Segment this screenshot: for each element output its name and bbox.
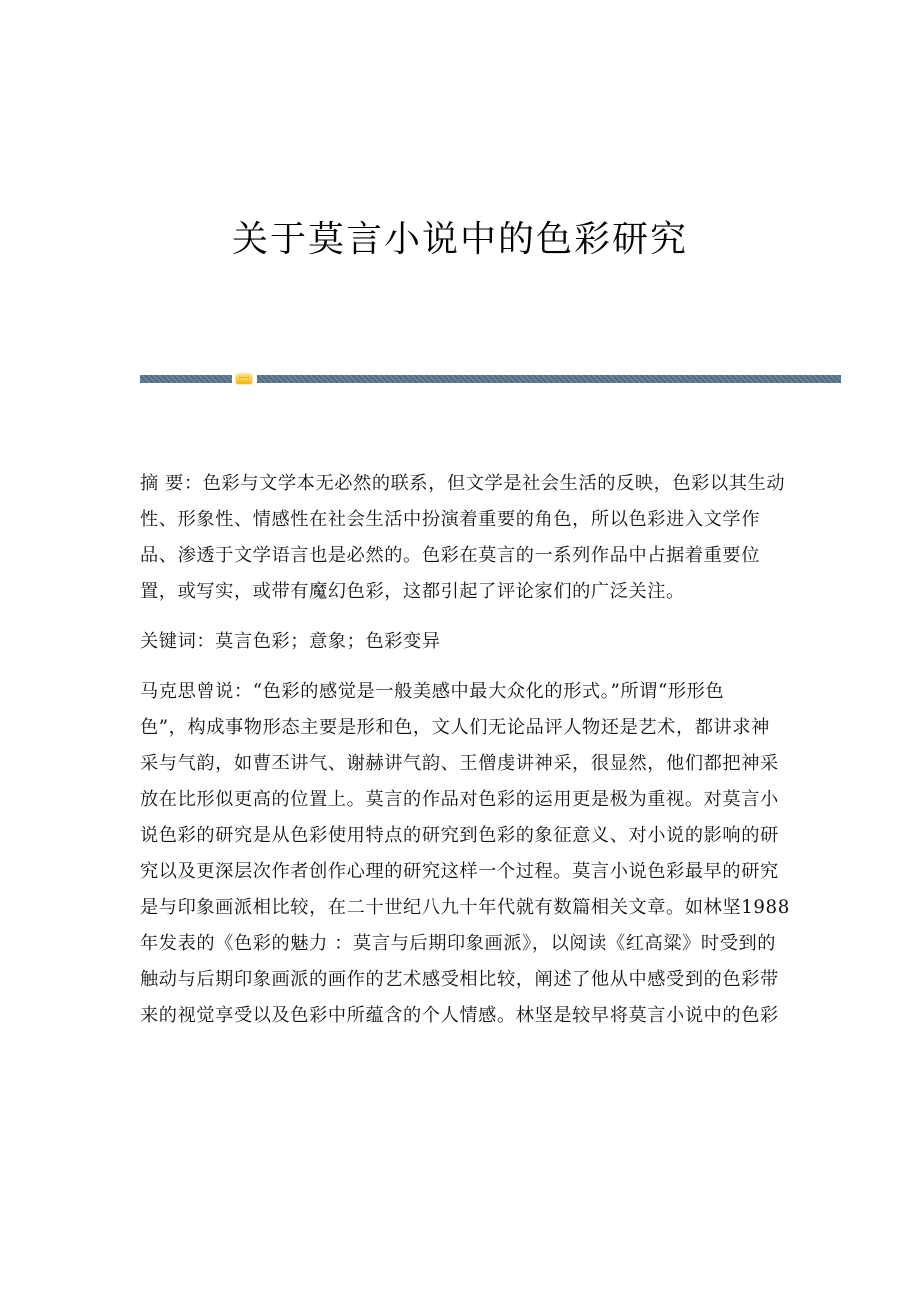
body-line: 马克思曾说：“色彩的感觉是一般美感中最大众化的形式。”所谓“形形色 bbox=[140, 681, 725, 702]
abstract-paragraph bbox=[140, 466, 785, 610]
divider-bar-left bbox=[140, 375, 232, 383]
divider-bar-right bbox=[257, 375, 841, 383]
keywords-paragraph bbox=[140, 624, 785, 660]
document-body bbox=[140, 466, 790, 1034]
body-line: 说色彩的研究是从色彩使用特点的研究到色彩的象征意义、对小说的影响的研 bbox=[140, 825, 779, 846]
body-line: 来的视觉享受以及色彩中所蕴含的个人情感。林坚是较早将莫言小说中的色彩 bbox=[140, 1005, 779, 1026]
body-line: 触动与后期印象画派的画作的艺术感受相比较，阐述了他从中感受到的色彩带 bbox=[140, 969, 779, 990]
body-line: 采与气韵，如曹丕讲气、谢赫讲气韵、王僧虔讲神采，很显然，他们都把神采 bbox=[140, 753, 779, 774]
divider-ornament-icon bbox=[236, 374, 252, 384]
body-paragraph bbox=[140, 674, 790, 1034]
abstract-line: 置，或写实，或带有魔幻色彩，这都引起了评论家们的广泛关注。 bbox=[140, 581, 685, 602]
body-line: 是与印象画派相比较，在二十世纪八九十年代就有数篇相关文章。如林坚1988 bbox=[140, 897, 790, 918]
abstract-line: 摘 要：色彩与文学本无必然的联系，但文学是社会生活的反映，色彩以其生动 bbox=[140, 473, 786, 494]
keywords-line: 关键词：莫言色彩；意象；色彩变异 bbox=[140, 631, 441, 652]
title-divider bbox=[140, 375, 841, 384]
body-line: 色”，构成事物形态主要是形和色，文人们无论品评人物还是艺术，都讲求神 bbox=[140, 717, 770, 738]
body-line: 放在比形似更高的位置上。莫言的作品对色彩的运用更是极为重视。对莫言小 bbox=[140, 789, 779, 810]
paragraph-gap bbox=[140, 660, 785, 674]
paragraph-gap bbox=[140, 610, 785, 624]
body-line: 究以及更深层次作者创作心理的研究这样一个过程。莫言小说色彩最早的研究 bbox=[140, 861, 779, 882]
abstract-line: 性、形象性、情感性在社会生活中扮演着重要的角色，所以色彩进入文学作 bbox=[140, 509, 760, 530]
body-line: 年发表的《色彩的魅力 ：莫言与后期印象画派》，以阅读《红高粱》时受到的 bbox=[140, 933, 777, 954]
document-title: 关于莫言小说中的色彩研究 bbox=[231, 219, 688, 260]
abstract-line: 品、渗透于文学语言也是必然的。色彩在莫言的一系列作品中占据着重要位 bbox=[140, 545, 760, 566]
